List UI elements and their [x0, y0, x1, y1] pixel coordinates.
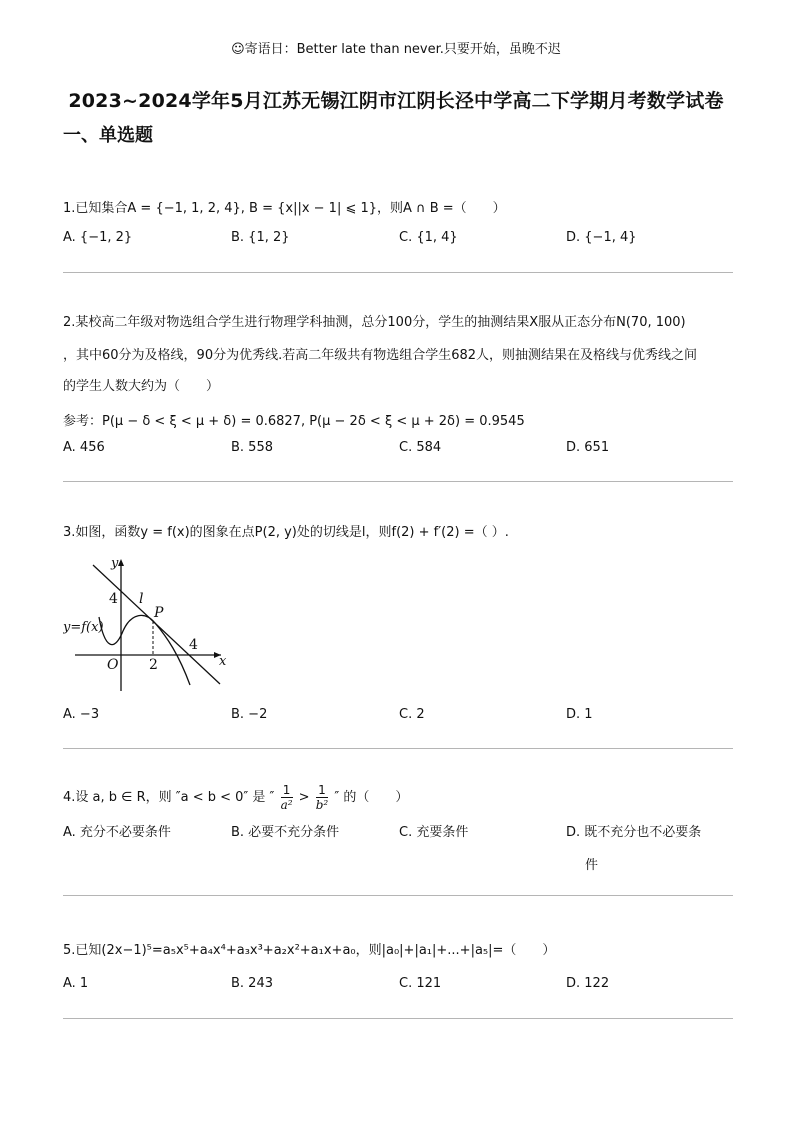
q4-option-d[interactable]: D. 既不充分也不必要条	[566, 825, 702, 840]
x-axis-label: x	[219, 654, 227, 669]
question-3-text: 3.如图，函数y = f(x)的图象在点P(2, y)处的切线是l，则f(2) + f′(2) =（ ）.	[63, 525, 509, 540]
fraction-1-denominator: a²	[280, 798, 293, 812]
divider	[63, 481, 733, 482]
divider	[63, 272, 733, 273]
question-2-options	[63, 440, 733, 462]
question-1-text: 1.已知集合A = {−1, 1, 2, 4}, B = {x||x − 1| ⩽ 1}，则A ∩ B =（ ）	[63, 201, 506, 216]
q3-option-a[interactable]: A. −3	[63, 707, 100, 722]
question-1-options	[63, 230, 733, 252]
y-axis-label: y	[111, 556, 119, 571]
fraction-1-numerator: 1	[281, 783, 293, 798]
origin-label: O	[107, 657, 119, 673]
question-2-line-3: 的学生人数大约为（ ）	[63, 379, 220, 394]
question-2-reference: 参考：P(μ − δ < ξ < μ + δ) = 0.6827, P(μ − 2δ < ξ < μ + 2δ) = 0.9545	[63, 414, 525, 429]
q4-option-b[interactable]: B. 必要不充分条件	[231, 825, 340, 840]
fraction-2	[316, 783, 329, 812]
q4-option-c[interactable]: C. 充要条件	[399, 825, 469, 840]
q2-option-b[interactable]: B. 558	[231, 440, 273, 455]
q1-option-c[interactable]: C. {1, 4}	[399, 230, 458, 245]
q3-option-b[interactable]: B. −2	[231, 707, 268, 722]
y-axis-arrow	[118, 559, 124, 566]
q2-option-d[interactable]: D. 651	[566, 440, 610, 455]
question-2-line-2: ，其中60分为及格线，90分为优秀线.若高二年级共有物选组合学生682人，则抽测结果在及格线与优秀线之间	[63, 348, 698, 363]
fraction-operator: >	[298, 790, 310, 805]
function-graph	[63, 551, 233, 696]
fraction-2-numerator: 1	[316, 783, 329, 798]
q5-option-d[interactable]: D. 122	[566, 976, 610, 991]
question-4-text	[63, 783, 733, 817]
section-heading: 一、单选题	[63, 125, 153, 146]
motto-header: ☺寄语日：Better late than never.只要开始，虽晚不迟	[231, 42, 561, 57]
fraction-2-denominator: b²	[315, 798, 329, 812]
q1-option-d[interactable]: D. {−1, 4}	[566, 230, 637, 245]
function-curve	[99, 615, 190, 685]
q1-option-a[interactable]: A. {−1, 2}	[63, 230, 133, 245]
x-intercept-label: 4	[189, 637, 198, 653]
question-4-suffix: ″ 的（ ）	[334, 790, 409, 805]
question-5-options	[63, 976, 733, 998]
question-4-prefix: 4.设 a, b ∈ R，则 ″a < b < 0″ 是 ″	[63, 790, 275, 805]
q5-option-c[interactable]: C. 121	[399, 976, 442, 991]
question-2-line-1: 2.某校高二年级对物选组合学生进行物理学科抽测，总分100分，学生的抽测结果X服从正态分布N(70, 100)	[63, 315, 686, 330]
divider	[63, 1018, 733, 1019]
question-3-options	[63, 707, 733, 729]
tangent-label: l	[139, 591, 144, 607]
divider	[63, 748, 733, 749]
question-5-text: 5.已知(2x−1)⁵=a₅x⁵+a₄x⁴+a₃x³+a₂x²+a₁x+a₀，则|a₀|+|a₁|+...+|a₅|=（ ）	[63, 943, 556, 958]
q4-option-a[interactable]: A. 充分不必要条件	[63, 825, 171, 840]
fraction-1	[281, 783, 293, 812]
q2-option-a[interactable]: A. 456	[63, 440, 105, 455]
curve-label: y=f(x)	[63, 620, 104, 635]
q2-option-c[interactable]: C. 584	[399, 440, 442, 455]
question-4-options	[63, 821, 733, 843]
point-label: P	[154, 605, 164, 621]
q4-option-d-wrap: 件	[585, 858, 599, 873]
q3-option-c[interactable]: C. 2	[399, 707, 425, 722]
x-tick-2-label: 2	[149, 657, 158, 673]
exam-title: 2023~2024学年5月江苏无锡江阴市江阴长泾中学高二下学期月考数学试卷	[68, 90, 724, 112]
y-intercept-label: 4	[109, 591, 118, 607]
q5-option-a[interactable]: A. 1	[63, 976, 89, 991]
q1-option-b[interactable]: B. {1, 2}	[231, 230, 290, 245]
q3-option-d[interactable]: D. 1	[566, 707, 593, 722]
tangent-line-figure	[63, 551, 233, 700]
divider	[63, 895, 733, 896]
q5-option-b[interactable]: B. 243	[231, 976, 273, 991]
